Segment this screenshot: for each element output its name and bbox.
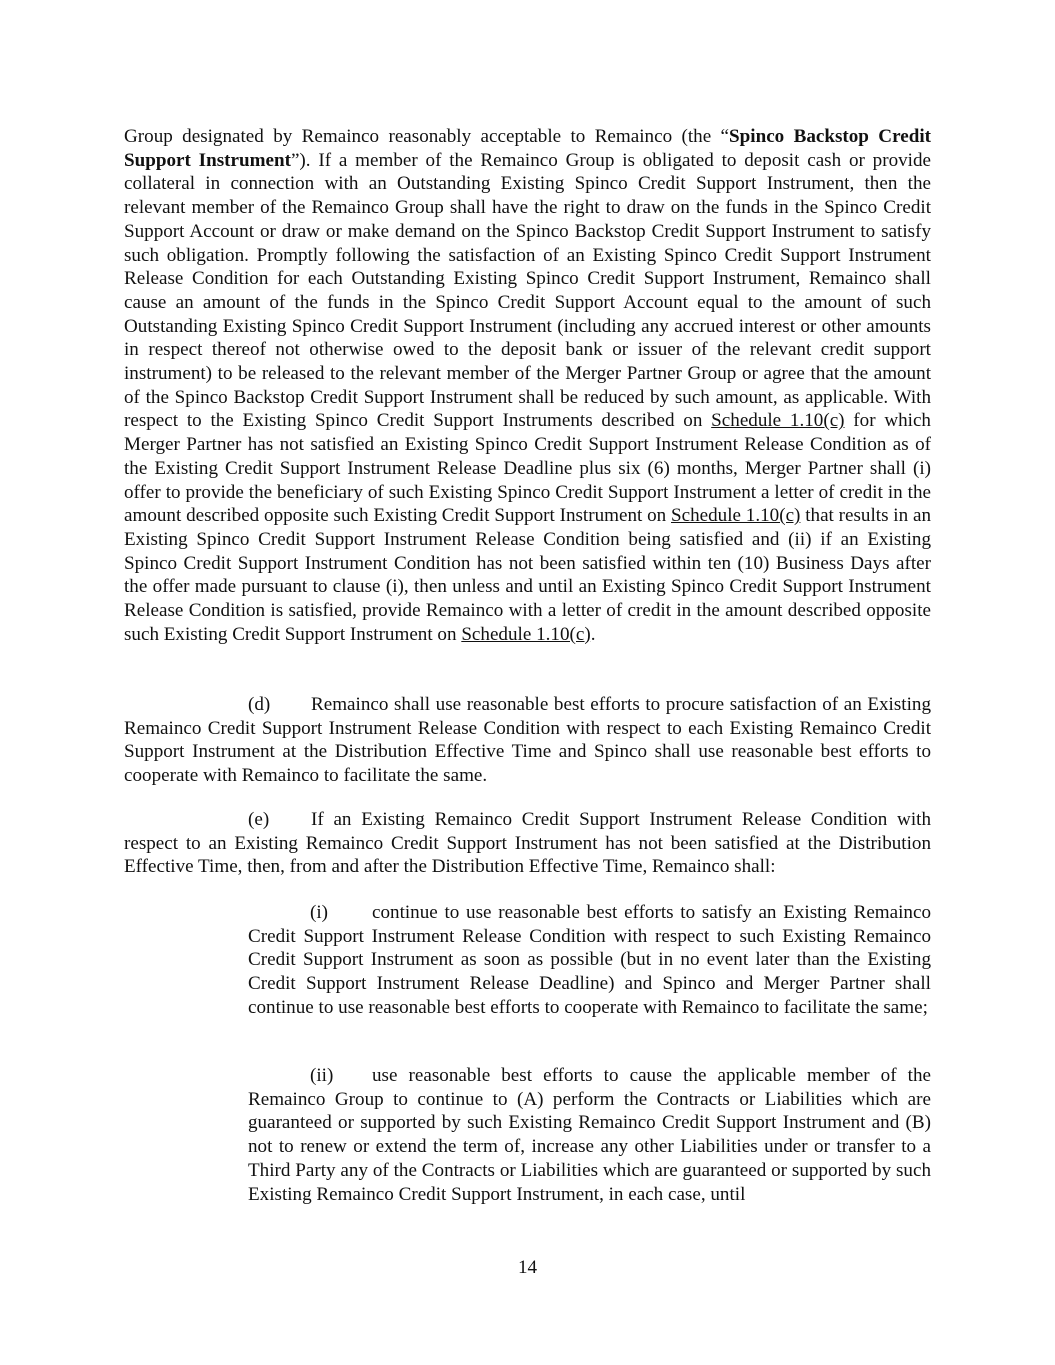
section-e [124, 808, 931, 879]
paragraph-text: that results in an Existing Spinco Credit Support Instrument Release Condition being satisfied and (ii) if an Existing Spinco Credit Support Instrument Condition has not been satisfied within ten (10) Business Days after the offer made pursuant to clause (i), then unless and until an Existing Spinco Credit Support Instrument Release Condition is satisfied, provide Remainco with a letter of credit in the amount described opposite such Existing Credit Support Instrument on [124, 505, 931, 645]
page-number: 14 [517, 1257, 538, 1278]
section-d [124, 693, 931, 788]
section-label: (e) [248, 809, 270, 830]
section-text: If an Existing Remainco Credit Support Instrument Release Condition with respect to an Existing Remainco Credit Support Instrument has not been satisfied at the Distribution Effective Time, then, from and after the Distribution Effective Time, Remainco shall: [124, 809, 931, 878]
paragraph-continuation [124, 125, 931, 646]
section-text: Remainco shall use reasonable best efforts to procure satisfaction of an Existing Remainco Credit Support Instrument Release Condition with respect to each Existing Remainco Credit Support Instrument at the Distribution Effective Time and Spinco shall use reasonable best efforts to cooperate with Remainco to facilitate the same. [124, 694, 931, 787]
schedule-reference: Schedule 1.10(c) [671, 505, 801, 527]
clause-text: use reasonable best efforts to cause the applicable member of the Remainco Group to continue to (A) perform the Contracts or Liabilities which are guaranteed or supported by such Existing Remainco Credit Support Instrument and (B) not to renew or extend the term of, increase any other Liabilities under or transfer to a Third Party any of the Contracts or Liabilities which are guaranteed or supported by such Existing Remainco Credit Support Instrument, in each case, until [248, 1065, 931, 1205]
schedule-reference: Schedule 1.10(c) [711, 410, 845, 432]
paragraph-text: ”). If a member of the Remainco Group is obligated to deposit cash or provide collateral in connection with an Outstanding Existing Spinco Credit Support Instrument, then the relevant member of the Remainco Group shall have the right to draw on the funds in the Spinco Credit Support Account or draw or make demand on the Spinco Backstop Credit Support Instrument to satisfy such obligation. Promptly following the satisfaction of an Existing Spinco Credit Support Instrument Release Condition for each Outstanding Existing Spinco Credit Support Instrument, Remainco shall cause an amount of the funds in the Spinco Credit Support Account equal to the amount of such Outstanding Existing Spinco Credit Support Instrument (including any accrued interest or other amounts in respect thereof not otherwise owed to the deposit bank or issuer of the relevant credit support instrument) to be released to the relevant member of the Merger Partner Group or agree that the amount of the Spinco Backstop Credit Support Instrument shall be reduced by such amount, as applicable. With respect to the Existing Spinco Credit Support Instruments described on [124, 149, 931, 432]
paragraph-text: Group designated by Remainco reasonably acceptable to Remainco (the “ [124, 126, 730, 147]
schedule-reference: Schedule 1.10(c) [461, 623, 591, 645]
clause-i [248, 901, 931, 1020]
clause-label: (i) [310, 902, 329, 923]
clause-text: continue to use reasonable best efforts to satisfy an Existing Remainco Credit Support Instrument Release Condition with respect to such Existing Remainco Credit Support Instrument as soon as possible (but in no event later than the Existing Credit Support Instrument Release Deadline) and Spinco and Merger Partner shall continue to use reasonable best efforts to cooperate with Remainco to facilitate the same; [248, 902, 931, 1018]
section-label: (d) [248, 694, 271, 715]
defined-term: Spinco Backstop Credit Support Instrument [124, 126, 931, 171]
clause-label: (ii) [310, 1065, 334, 1086]
paragraph-text: for which Merger Partner has not satisfied an Existing Spinco Credit Support Instrument Release Condition as of the Existing Credit Support Instrument Release Deadline plus six (6) months, Merger Partner shall (i) offer to provide the beneficiary of such Existing Spinco Credit Support Instrument a letter of credit in the amount described opposite such Existing Credit Support Instrument on [124, 410, 931, 527]
paragraph-text: . [590, 623, 596, 645]
clause-ii [248, 1064, 931, 1206]
